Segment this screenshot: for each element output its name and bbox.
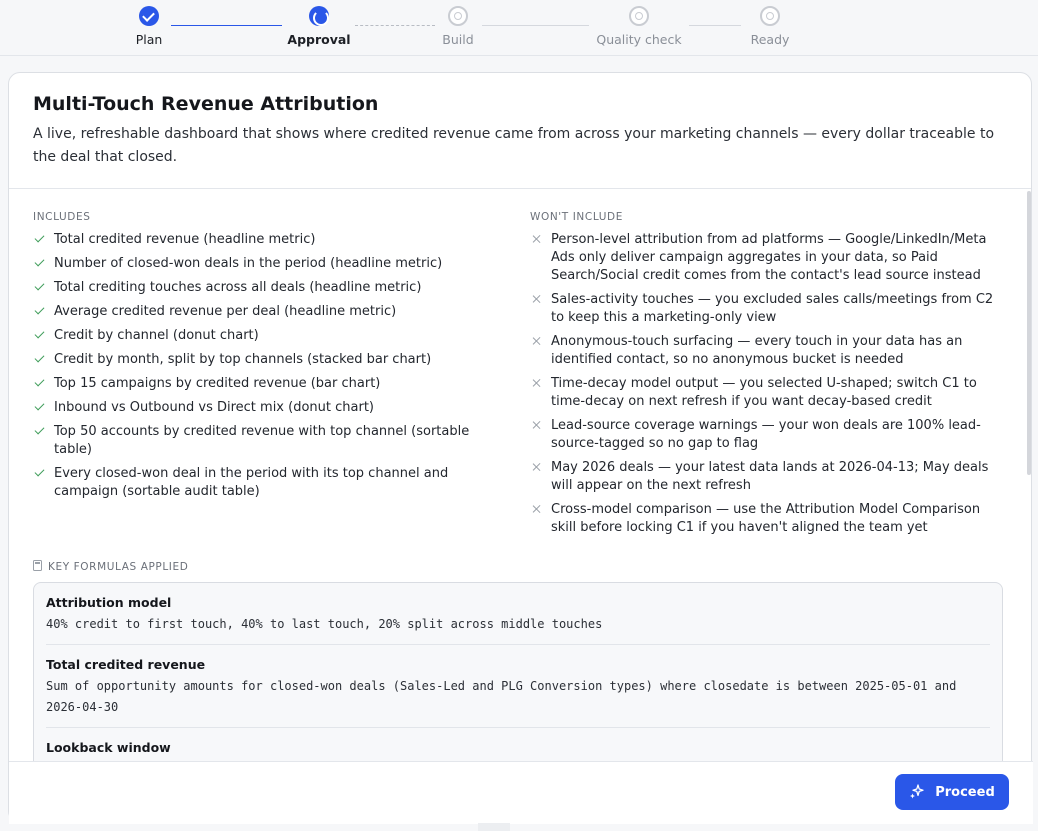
x-icon <box>530 232 544 246</box>
include-item <box>33 303 483 321</box>
card-header <box>9 73 1031 189</box>
bottom-handle <box>478 823 510 831</box>
progress-stepper <box>0 0 1038 56</box>
include-item <box>33 399 483 417</box>
include-text: Number of closed-won deals in the period (headline metric) <box>54 256 443 271</box>
proceed-label: Proceed <box>935 784 995 800</box>
check-icon <box>33 376 47 390</box>
x-icon <box>530 376 544 390</box>
circle-icon <box>760 6 780 26</box>
formulas-box <box>33 582 1003 772</box>
exclude-text: Time-decay model output — you selected U-shaped; switch C1 to time-decay on next refresh if you want decay-based credit <box>551 376 977 409</box>
excludes-section <box>530 211 1000 543</box>
formula-text: Sum of opportunity amounts for closed-won deals (Sales-Led and PLG Conversion types) where closedate is between 2025-05-01 and 2026-04-30 <box>46 679 957 714</box>
includes-list <box>33 231 483 501</box>
check-icon <box>33 256 47 270</box>
circle-icon <box>448 6 468 26</box>
calculator-icon <box>33 560 42 571</box>
formulas-heading <box>33 560 188 573</box>
exclude-text: Sales-activity touches — you excluded sales calls/meetings from C2 to keep this a marketing-only view <box>551 292 994 325</box>
exclude-text: Person-level attribution from ad platforms — Google/LinkedIn/Meta Ads only deliver campaign aggregates in your data, so Paid Search/Social credit comes from the contact's lead source instead <box>551 232 987 283</box>
include-text: Average credited revenue per deal (headline metric) <box>54 304 397 319</box>
exclude-text: May 2026 deals — your latest data lands at 2026-04-13; May deals will appear on the next refresh <box>551 460 989 493</box>
check-icon <box>33 304 47 318</box>
step-ready <box>710 6 830 47</box>
step-approval[interactable] <box>259 6 379 47</box>
include-text: Total credited revenue (headline metric) <box>54 232 316 247</box>
card-title: Multi-Touch Revenue Attribution <box>33 93 379 115</box>
exclude-item <box>530 291 1000 327</box>
include-item <box>33 327 483 345</box>
step-label: Ready <box>750 32 790 47</box>
exclude-text: Lead-source coverage warnings — your won deals are 100% lead-source-tagged so no gap to flag <box>551 418 981 451</box>
exclude-text: Cross-model comparison — use the Attribution Model Comparison skill before locking C1 if you haven't aligned the team yet <box>551 502 981 535</box>
include-item <box>33 465 483 501</box>
include-item <box>33 279 483 297</box>
check-icon <box>139 6 159 26</box>
formula-row <box>46 645 990 728</box>
formula-name: Lookback window <box>46 740 171 755</box>
formula-text: 40% credit to first touch, 40% to last touch, 20% split across middle touches <box>46 617 603 631</box>
formula-row <box>46 583 990 645</box>
check-icon <box>33 400 47 414</box>
scrollbar[interactable] <box>1027 191 1031 475</box>
include-item <box>33 423 483 459</box>
exclude-text: Anonymous-touch surfacing — every touch in your data has an identified contact, so no anonymous bucket is needed <box>551 334 963 367</box>
include-item <box>33 231 483 249</box>
spinner-icon <box>309 6 329 26</box>
exclude-item <box>530 459 1000 495</box>
exclude-item <box>530 501 1000 537</box>
include-item <box>33 255 483 273</box>
x-icon <box>530 502 544 516</box>
sparkle-icon <box>909 784 925 800</box>
check-icon <box>33 280 47 294</box>
step-plan[interactable] <box>89 6 209 47</box>
excludes-label: WON'T INCLUDE <box>530 211 623 223</box>
exclude-item <box>530 231 1000 285</box>
formula-name: Total credited revenue <box>46 657 206 672</box>
exclude-item <box>530 333 1000 369</box>
exclude-item <box>530 375 1000 411</box>
card-description: A live, refreshable dashboard that shows where credited revenue came from across your marketing channels — every dollar traceable to the deal that closed. <box>33 126 995 165</box>
include-text: Top 15 campaigns by credited revenue (bar chart) <box>54 376 381 391</box>
include-text: Credit by month, split by top channels (stacked bar chart) <box>54 352 432 367</box>
card-body[interactable] <box>9 189 1033 761</box>
include-text: Every closed-won deal in the period with its top channel and campaign (sortable audit table) <box>54 466 449 499</box>
formulas-label: KEY FORMULAS APPLIED <box>48 561 189 573</box>
step-label: Approval <box>287 32 351 47</box>
plan-card <box>8 72 1032 823</box>
check-icon <box>33 328 47 342</box>
check-icon <box>33 232 47 246</box>
x-icon <box>530 460 544 474</box>
circle-icon <box>629 6 649 26</box>
include-text: Total crediting touches across all deals (headline metric) <box>54 280 422 295</box>
includes-label: INCLUDES <box>33 211 91 223</box>
x-icon <box>530 334 544 348</box>
check-icon <box>33 424 47 438</box>
include-text: Credit by channel (donut chart) <box>54 328 259 343</box>
step-label: Quality check <box>596 32 682 47</box>
proceed-button[interactable] <box>895 774 1009 810</box>
include-item <box>33 375 483 393</box>
step-build <box>398 6 518 47</box>
include-text: Inbound vs Outbound vs Direct mix (donut chart) <box>54 400 374 415</box>
step-quality-check <box>579 6 699 47</box>
excludes-list <box>530 231 1000 537</box>
check-icon <box>33 352 47 366</box>
include-text: Top 50 accounts by credited revenue with top channel (sortable table) <box>54 424 470 457</box>
include-item <box>33 351 483 369</box>
step-label: Plan <box>135 32 163 47</box>
includes-section <box>33 211 483 507</box>
formula-name: Attribution model <box>46 595 172 610</box>
x-icon <box>530 418 544 432</box>
exclude-item <box>530 417 1000 453</box>
card-footer <box>9 761 1033 824</box>
check-icon <box>33 466 47 480</box>
step-label: Build <box>442 32 474 47</box>
x-icon <box>530 292 544 306</box>
